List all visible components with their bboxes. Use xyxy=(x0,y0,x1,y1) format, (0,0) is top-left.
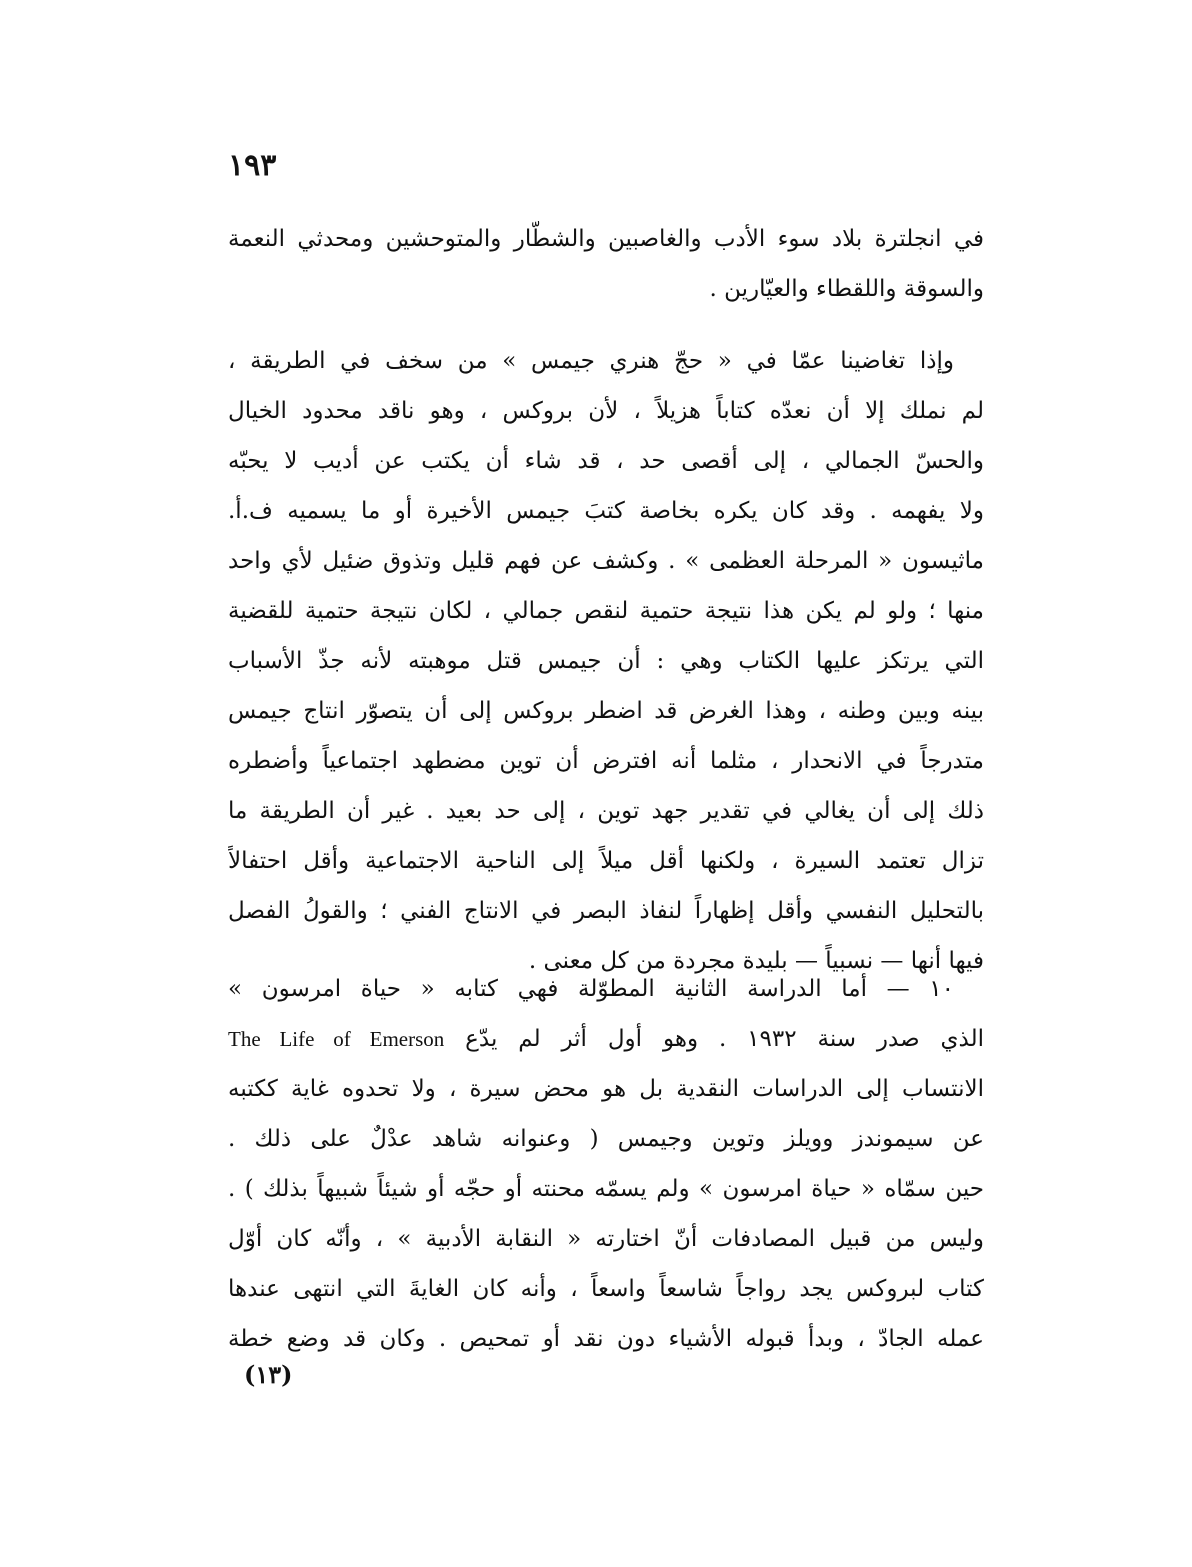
text-line: والحسّ الجمالي ، إلى أقصى حد ، قد شاء أن يكتب عن أديب لا يحبّه xyxy=(228,448,984,474)
text-line: وإذا تغاضينا عمّا في « حجّ هنري جيمس » من سخف في الطريقة ، xyxy=(228,348,954,374)
text-line: منها ؛ ولو لم يكن هذا نتيجة حتمية لنقص جمالي ، لكان نتيجة حتمية للقضية xyxy=(228,598,984,624)
paragraph-emerson xyxy=(228,964,984,1364)
text-line: بالتحليل النفسي وأقل إظهاراً لنفاذ البصر في الانتاج الفني ؛ والقولُ الفصل xyxy=(228,898,984,924)
text-line: لم نملك إلا أن نعدّه كتاباً هزيلاً ، لأن بروكس ، وهو ناقد محدود الخيال xyxy=(228,398,984,424)
paragraph-henry-james xyxy=(228,336,984,986)
text-line: الانتساب إلى الدراسات النقدية بل هو محض سيرة ، ولا تحدوه غاية ككتبه xyxy=(228,1076,984,1102)
text-line: ماثيسون « المرحلة العظمى » . وكشف عن فهم قليل وتذوق ضئيل لأي واحد xyxy=(228,548,984,574)
text-line: فيها أنها — نسبياً — بليدة مجردة من كل معنى . xyxy=(528,948,984,974)
text-fragment-arabic: الذي صدر سنة ١٩٣٢ . وهو أول أثر لم يدّع xyxy=(465,1026,984,1052)
book-title-english: The Life of Emerson xyxy=(228,1027,445,1051)
page-number: ١٩٣ xyxy=(228,148,277,183)
text-line: بينه وبين وطنه ، وهذا الغرض قد اضطر بروكس إلى أن يتصوّر انتاج جيمس xyxy=(228,698,984,724)
text-line: تزال تعتمد السيرة ، ولكنها أقل ميلاً إلى الناحية الاجتماعية وأقل احتفالاً xyxy=(228,848,984,874)
text-line: وليس من قبيل المصادفات أنّ اختارته « النقابة الأدبية » ، وأنّه كان أوّل xyxy=(228,1226,984,1252)
text-line: التي يرتكز عليها الكتاب وهي : أن جيمس قتل موهبته لأنه جذّ الأسباب xyxy=(228,648,984,674)
text-line: ١٠ — أما الدراسة الثانية المطوّلة فهي كتابه « حياة امرسون » xyxy=(228,976,954,1002)
text-line: متدرجاً في الانحدار ، مثلما أنه افترض أن توين مضطهد اجتماعياً وأضطره xyxy=(228,748,984,774)
text-line: في انجلترة بلاد سوء الأدب والغاصبين والشطّار والمتوحشين ومحدثي النعمة xyxy=(228,226,984,252)
text-line: والسوقة واللقطاء والعيّارين . xyxy=(709,276,984,302)
signature-number: (١٣) xyxy=(244,1360,293,1389)
text-line: ذلك إلى أن يغالي في تقدير جهد توين ، إلى حد بعيد . غير أن الطريقة ما xyxy=(228,798,984,824)
text-line: عن سيموندز وويلز وتوين وجيمس ( وعنوانه شاهد عدْلٌ على ذلك . xyxy=(228,1126,984,1152)
text-line: ولا يفهمه . وقد كان يكره بخاصة كتبَ جيمس الأخيرة أو ما يسميه ف.أ. xyxy=(228,498,984,524)
text-line: حين سمّاه « حياة امرسون » ولم يسمّه محنته أو حجّه أو شيئاً شبيهاً بذلك ) . xyxy=(228,1176,984,1202)
paragraph-continuation xyxy=(228,214,984,314)
text-line-mixed xyxy=(228,1014,984,1064)
text-line: عمله الجادّ ، وبدأ قبوله الأشياء دون نقد أو تمحيص . وكان قد وضع خطة xyxy=(228,1326,984,1352)
text-line: كتاب لبروكس يجد رواجاً شاسعاً واسعاً ، وأنه كان الغايةَ التي انتهى عندها xyxy=(228,1276,984,1302)
